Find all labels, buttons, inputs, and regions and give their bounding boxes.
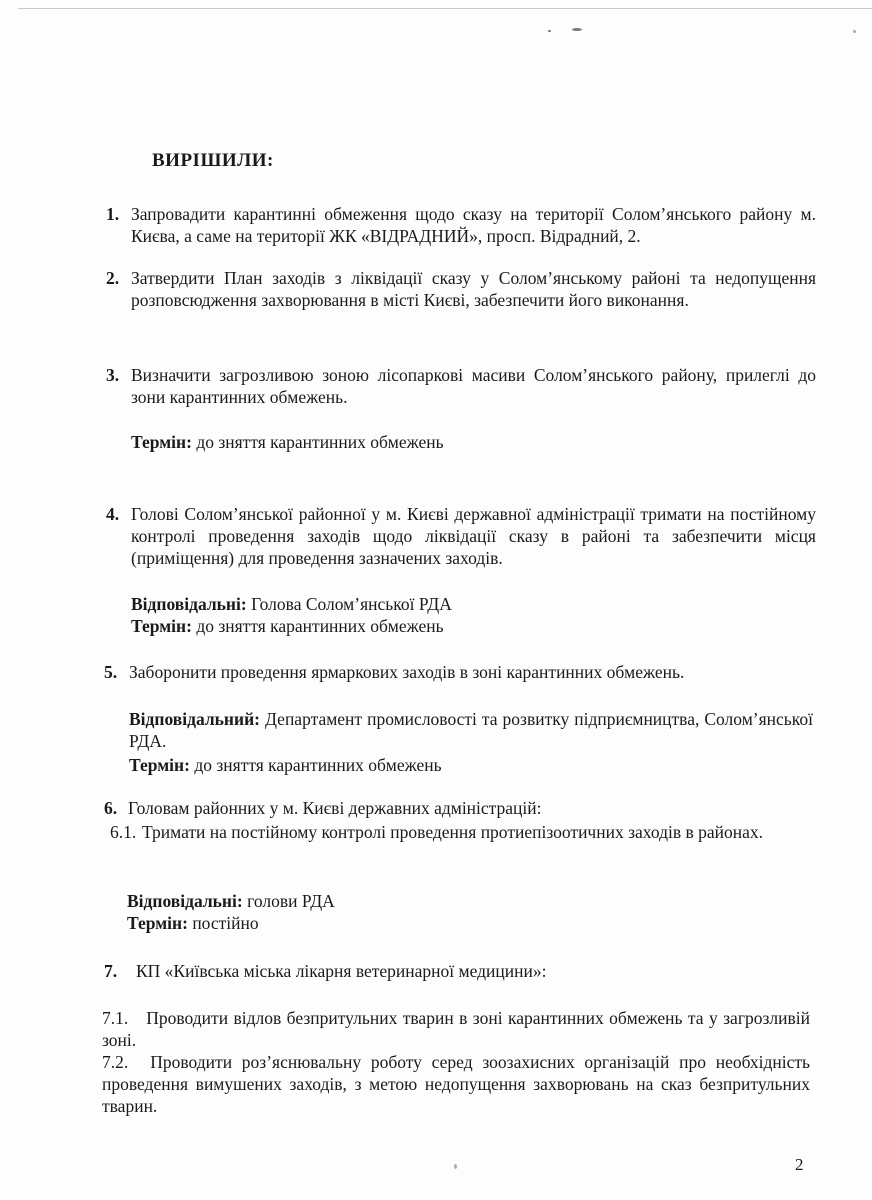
decision-item-4 (106, 503, 816, 569)
responsible-value: Голова Солом’янської РДА (246, 594, 452, 614)
sub-item-7-1 (102, 1007, 810, 1051)
term-value: до зняття карантинних обмежень (189, 755, 442, 775)
item-text: Затвердити План заходів з ліквідації сказу у Солом’янському районі та недопущення розповсюдження захворювання в місті Києві, забезпечити його виконання. (131, 268, 816, 310)
responsible-label: Відповідальний: (129, 709, 261, 729)
decision-item-3 (106, 364, 816, 408)
decision-item-2 (106, 267, 816, 311)
term-value: постійно (187, 913, 259, 933)
scan-speck (572, 28, 582, 31)
item-text: Головам районних у м. Києві державних адміністрацій: (128, 798, 542, 818)
sub-item-7-2 (102, 1051, 810, 1117)
item-number: 6. (104, 798, 118, 818)
decision-item-5 (104, 661, 816, 683)
page-number: 2 (795, 1155, 804, 1174)
term-value: до зняття карантинних обмежень (191, 616, 444, 636)
decision-heading: ВИРІШИЛИ: (152, 150, 274, 171)
decision-item-1 (106, 203, 816, 247)
sub-item-text: Тримати на постійному контролі проведення протиепізоотичних заходів в районах. (142, 822, 764, 842)
item-number: 7. (104, 961, 118, 981)
scan-speck (454, 1164, 457, 1169)
item-text: Визначити загрозливою зоною лісопаркові масиви Солом’янського району, прилеглі до зони карантинних обмежень. (131, 365, 816, 407)
item-number: 1. (106, 204, 120, 224)
term-line (131, 431, 811, 453)
sub-item-6-1 (110, 821, 810, 843)
item-number: 3. (106, 365, 120, 385)
term-label: Термін: (129, 755, 190, 775)
term-label: Термін: (127, 913, 188, 933)
item-text: Заборонити проведення ярмаркових заходів в зоні карантинних обмежень. (129, 662, 685, 682)
scan-speck (548, 30, 551, 32)
item-number: 4. (106, 504, 120, 524)
scan-edge-line (18, 8, 872, 9)
sub-item-text: Проводити роз’яснювальну роботу серед зоозахисних організацій про необхідність проведення вимушених заходів, з метою недопущення захворювань на сказ безпритульних тварин. (102, 1052, 810, 1116)
sub-item-number: 6.1. (110, 822, 137, 842)
term-value: до зняття карантинних обмежень (191, 432, 444, 452)
item-number: 5. (104, 662, 118, 682)
item-number: 2. (106, 268, 120, 288)
sub-item-number: 7.2. (102, 1052, 129, 1072)
sub-item-number: 7.1. (102, 1008, 129, 1028)
responsible-line (131, 593, 811, 615)
responsible-label: Відповідальні: (131, 594, 247, 614)
responsible-label: Відповідальні: (127, 891, 243, 911)
responsible-line (129, 708, 813, 752)
responsible-line (127, 890, 807, 912)
responsible-value: Департамент промисловості та розвитку підприємництва, Солом’янської РДА. (129, 709, 813, 751)
scan-speck (853, 30, 856, 33)
sub-item-text: Проводити відлов безпритульних тварин в зоні карантинних обмежень та у загрозливій зоні. (102, 1008, 810, 1050)
item-text: Голові Солом’янської районної у м. Києві державної адміністрації тримати на постійному контролі проведення заходів щодо ліквідації сказу в районі та забезпечити місця (приміщення) для проведення зазначених заходів. (131, 504, 816, 568)
item-text: Запровадити карантинні обмеження щодо сказу на території Солом’янського району м. Києва, а саме на території ЖК «ВІДРАДНИЙ», просп. Відрадний, 2. (131, 204, 816, 246)
item-text: КП «Київська міська лікарня ветеринарної медицини»: (136, 961, 547, 981)
decision-item-7 (104, 960, 816, 982)
term-line (129, 754, 813, 776)
term-label: Термін: (131, 432, 192, 452)
term-label: Термін: (131, 616, 192, 636)
responsible-value: голови РДА (242, 891, 335, 911)
term-line (131, 615, 811, 637)
decision-item-6 (104, 797, 816, 819)
term-line (127, 912, 807, 934)
